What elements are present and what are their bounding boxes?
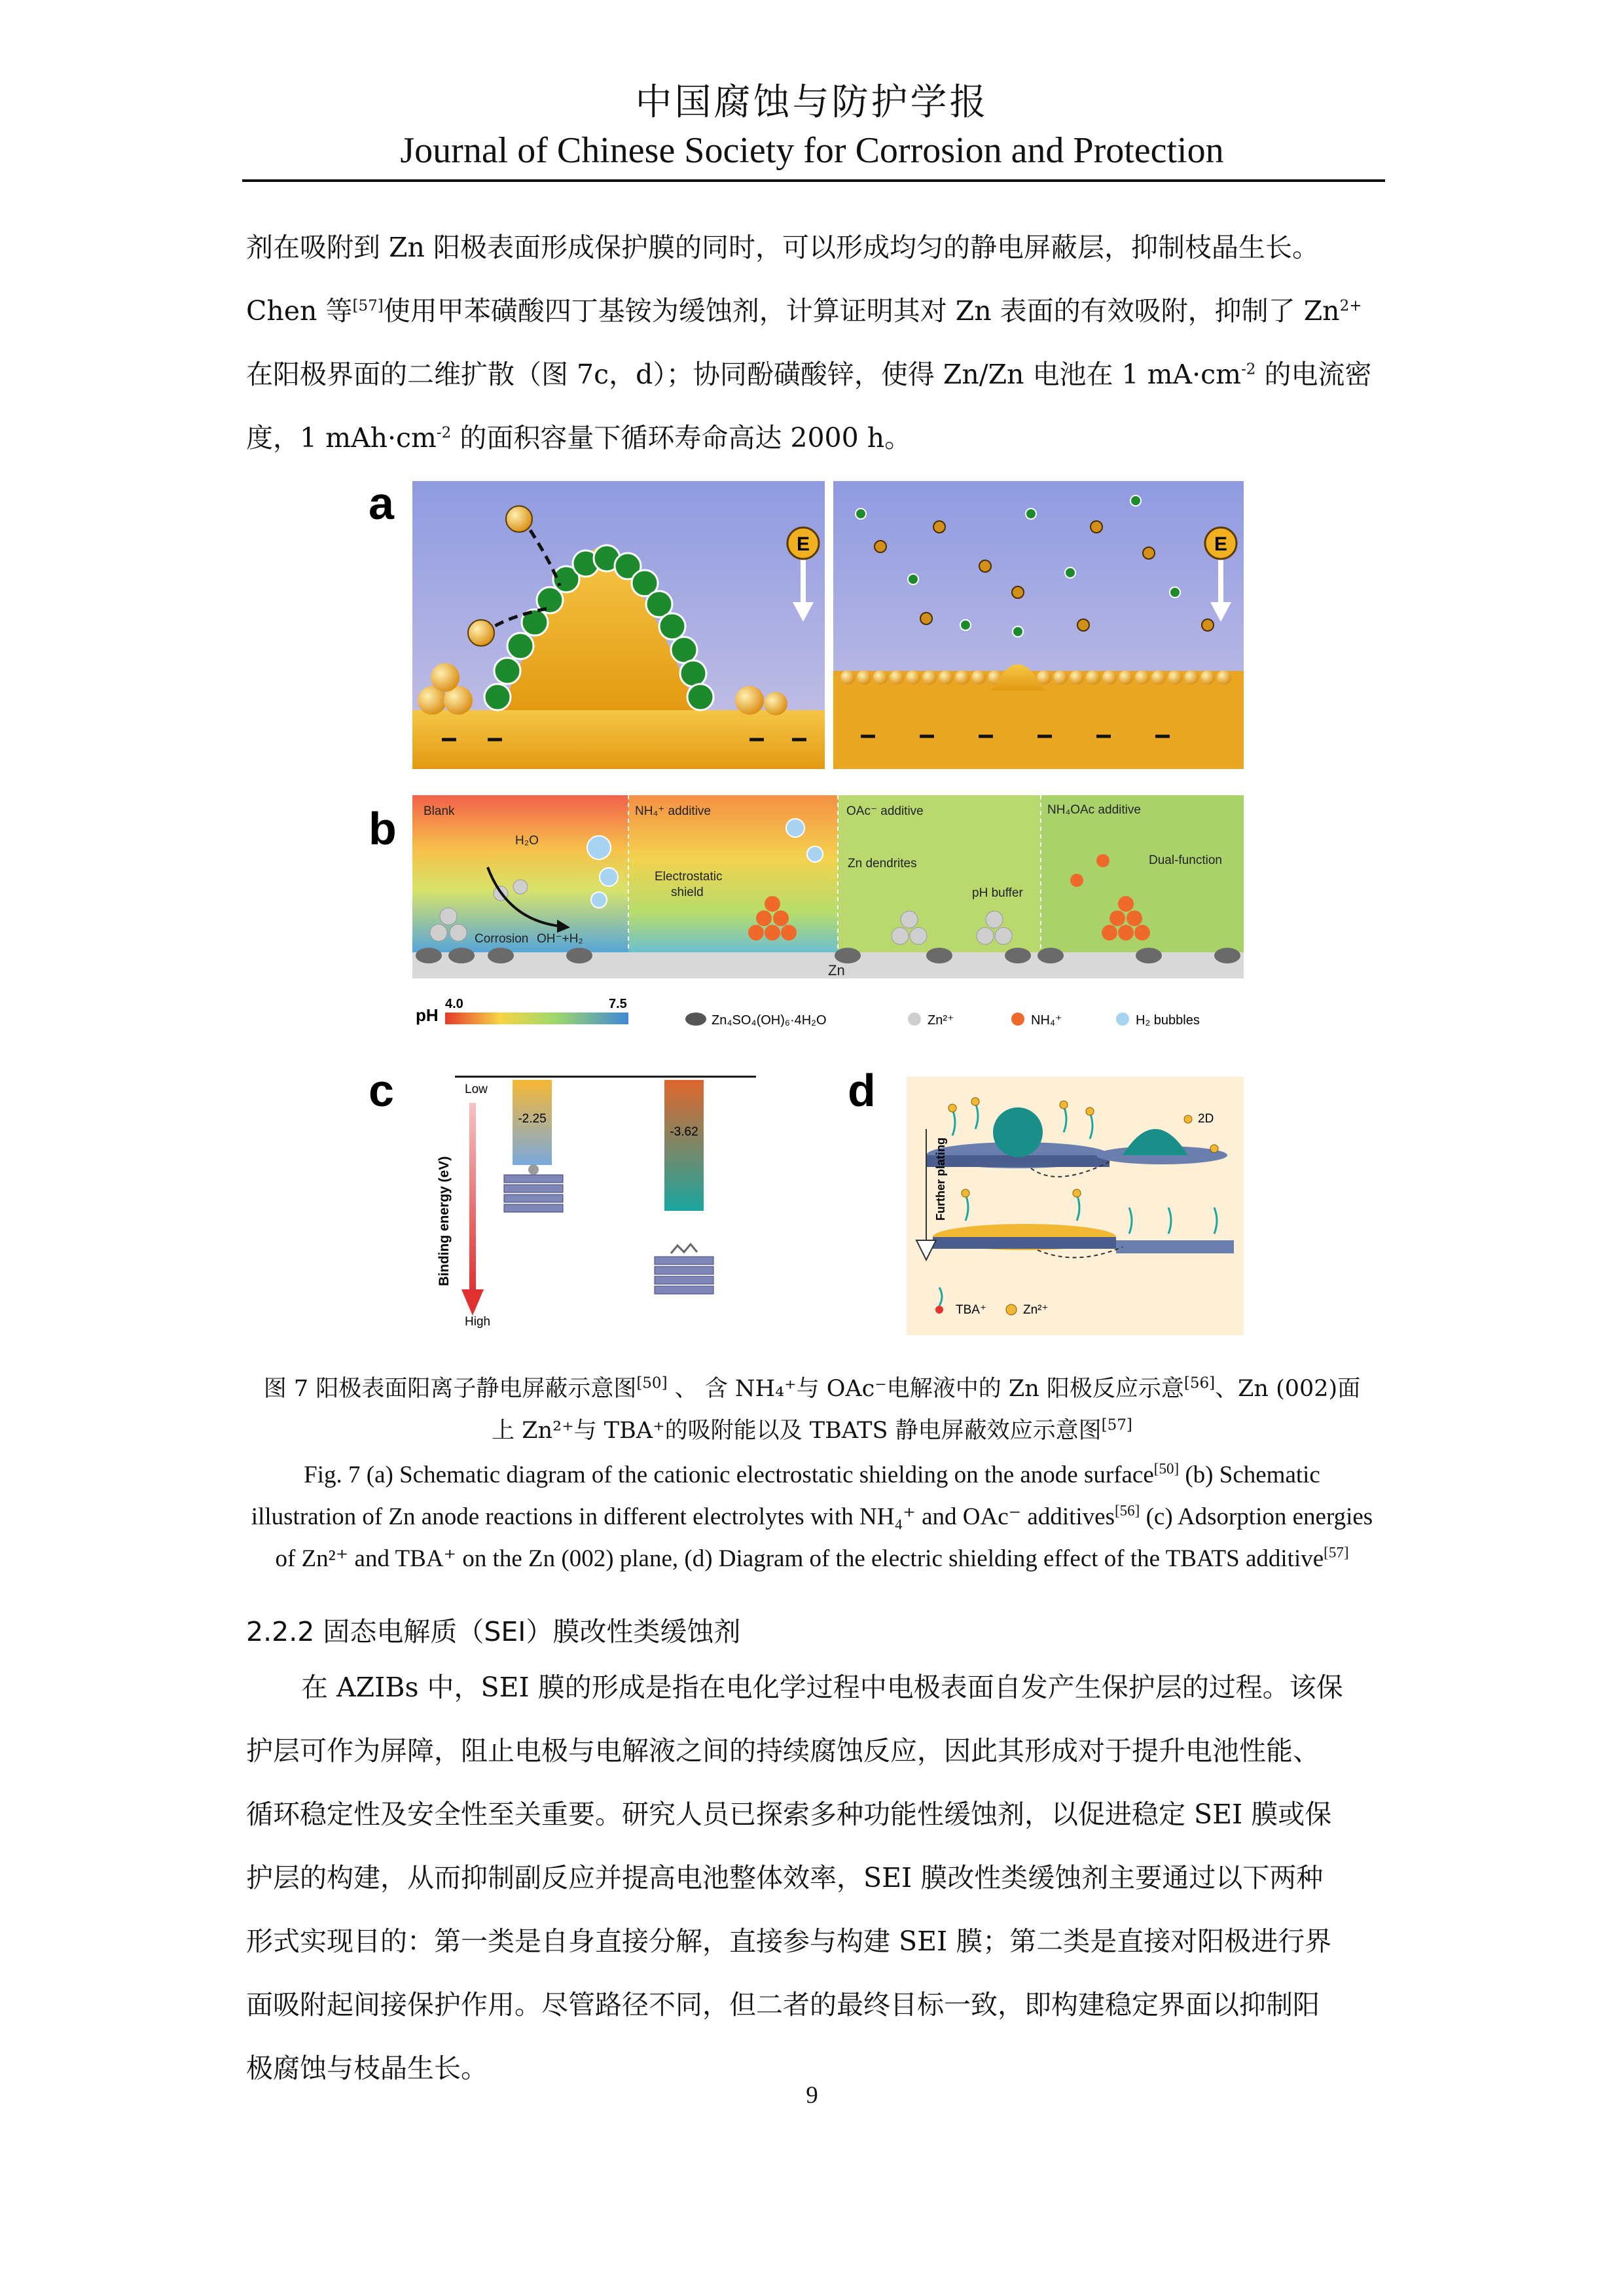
text-line: 在 AZIBs 中，SEI 膜的形成是指在电化学过程中电极表面自发产生保护层的过程。该保 — [301, 1672, 1343, 1703]
panel-c — [437, 1077, 756, 1329]
text-line: 剂在吸附到 Zn 阳极表面形成保护膜的同时，可以形成均匀的静电屏蔽层，抑制枝晶生长。 — [246, 232, 1319, 263]
panel-b-label-blank: Blank — [424, 804, 455, 818]
legend-zn2-d: Zn²⁺ — [1023, 1303, 1049, 1317]
text-line: 在阳极界面的二维扩散（图 7c，d）；协同酚磺酸锌，使得 Zn/Zn 电池在 1 $mA\cdot cm^{-2}$ 的电流密 — [246, 359, 1372, 390]
panel-a-right — [833, 481, 1244, 769]
citation-ref: [57] — [352, 297, 384, 315]
panel-b-label-nh4: NH₄⁺ additive — [635, 804, 711, 818]
label-2d: 2D — [1198, 1112, 1214, 1126]
text-line: 护层可作为屏障，阻止电极与电解液之间的持续腐蚀反应，因此其形成对于提升电池性能、 — [246, 1735, 1320, 1767]
panel-label-b: b — [369, 803, 397, 854]
text-line: 形式实现目的：第一类是自身直接分解，直接参与构建 SEI 膜；第二类是直接对阳极进行界 — [246, 1926, 1332, 1957]
legend-znso-swatch — [685, 1013, 706, 1026]
binding-energy-axis: Binding energy (eV) — [437, 1156, 452, 1286]
legend-h2-swatch — [1116, 1013, 1129, 1026]
section-heading: 2.2.2 固态电解质（SEI）膜改性类缓蚀剂 — [246, 1616, 741, 1647]
field-label-e: E — [796, 533, 810, 555]
caption-cn-line1: 图 7 阳极表面阳离子静电屏蔽示意图[50] 、 含 NH₄⁺与 OAc⁻电解液中的 Zn 阳极反应示意[56]、Zn (002)面 — [263, 1374, 1361, 1402]
legend-znso: Zn₄SO₄(OH)₆·4H₂O — [712, 1013, 827, 1028]
bar-zn2-value: -2.25 — [518, 1112, 547, 1126]
panel-b-label-phbuffer: pH buffer — [972, 886, 1023, 900]
text-line: 循环稳定性及安全性至关重要。研究人员已探索多种功能性缓蚀剂，以促进稳定 SEI 膜或保 — [246, 1799, 1332, 1830]
bar-tba-value: -3.62 — [670, 1125, 698, 1139]
panel-b-label-electrostatic: Electrostatic — [655, 870, 723, 884]
panel-b-label-zn: Zn — [828, 962, 845, 978]
ph-min: 4.0 — [445, 997, 463, 1011]
panel-b-label-oh: OH⁻+H₂ — [537, 932, 583, 946]
header-rule — [242, 179, 1385, 182]
legend-nh4: NH₄⁺ — [1031, 1013, 1062, 1028]
text-line: Chen 等[57]使用甲苯磺酸四丁基铵为缓蚀剂，计算证明其对 Zn 表面的有效吸附，抑制了 $Zn^{2+}$ — [246, 295, 1362, 327]
body-paragraph — [246, 1656, 1382, 2100]
text-line: 极腐蚀与枝晶生长。 — [246, 2053, 488, 2084]
caption-cn-line2: 上 Zn²⁺与 TBA⁺的吸附能以及 TBATS 静电屏蔽效应示意图[57] — [492, 1416, 1132, 1444]
legend-h2: H₂ bubbles — [1136, 1013, 1200, 1028]
field-label-e: E — [1214, 533, 1228, 555]
legend-tba: TBA⁺ — [956, 1303, 986, 1317]
intro-paragraph — [246, 216, 1382, 470]
panel-b — [412, 795, 1244, 1028]
axis-low-label: Low — [465, 1083, 488, 1096]
legend-zn2-swatch — [908, 1013, 921, 1026]
panel-a-left — [412, 481, 825, 769]
panel-d — [907, 1077, 1244, 1335]
panel-label-c: c — [369, 1065, 394, 1116]
legend-nh4-swatch — [1011, 1013, 1024, 1026]
caption-en-line3: of Zn²⁺ and TBA⁺ on the Zn (002) plane, (d) Diagram of the electric shielding effect of the TBATS additive[57] — [275, 1544, 1349, 1572]
text-line: 面吸附起间接保护作用。尽管路径不同，但二者的最终目标一致，即构建稳定界面以抑制阳 — [246, 1989, 1320, 2020]
panel-b-label-h2o: H₂O — [515, 834, 539, 848]
panel-b-label-dual: Dual-function — [1149, 853, 1222, 867]
bar-tba — [664, 1080, 704, 1211]
panel-label-d: d — [848, 1065, 876, 1116]
panel-label-a: a — [369, 478, 394, 529]
figure-7 — [363, 475, 1276, 1345]
legend-zn2: Zn²⁺ — [928, 1013, 954, 1028]
ph-max: 7.5 — [609, 997, 627, 1011]
ph-label: pH — [416, 1005, 439, 1025]
panel-b-label-corrosion: Corrosion — [475, 932, 529, 946]
journal-title-cn: 中国腐蚀与防护学报 — [635, 81, 989, 124]
panel-b-label-dendrites: Zn dendrites — [848, 857, 917, 870]
journal-title-en: Journal of Chinese Society for Corrosion and Protection — [400, 130, 1224, 171]
caption-en-line2: illustration of Zn anode reactions in different electrolytes with NH₄⁺ and OAc⁻ additives[56] (c) Adsorption energies — [251, 1502, 1373, 1530]
text-line: 护层的构建，从而抑制副反应并提高电池整体效率，SEI 膜改性类缓蚀剂主要通过以下两种 — [246, 1862, 1324, 1893]
panel-b-label-shield: shield — [671, 886, 704, 899]
panel-b-label-nh4oac: NH₄OAc additive — [1047, 803, 1141, 817]
page-number: 9 — [806, 2082, 818, 2109]
caption-en-line1: Fig. 7 (a) Schematic diagram of the cationic electrostatic shielding on the anode surface[50] (b) Schematic — [304, 1460, 1320, 1488]
further-plating-label: Further plating — [934, 1138, 947, 1221]
axis-high-label: High — [465, 1315, 491, 1329]
panel-b-label-oac: OAc⁻ additive — [846, 804, 924, 818]
text-line: 度，1 $mAh\cdot cm^{-2}$ 的面积容量下循环寿命高达 2000 h。 — [246, 422, 912, 454]
